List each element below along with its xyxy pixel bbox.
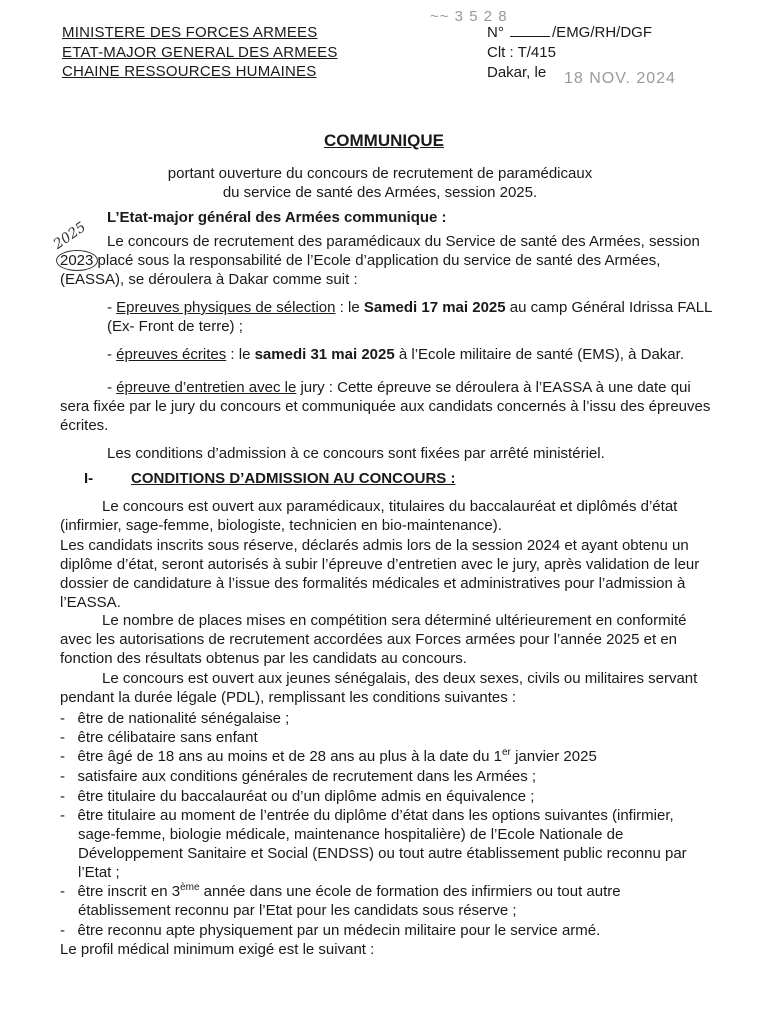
physical-tests-line-2: (Ex- Front de terre) ; [107, 318, 243, 335]
condition-text: être reconnu apte physiquement par un médecin militaire pour le service armé. [77, 922, 601, 939]
condition-text: satisfaire aux conditions générales de recrutement dans les Armées ; [77, 768, 537, 785]
condition-text: être de nationalité sénégalaise ; [77, 710, 290, 727]
condition-item [60, 748, 597, 766]
written-tests-mid: : le [226, 346, 255, 363]
dash: - [107, 346, 112, 363]
interview-line-3: écrites. [60, 417, 109, 434]
handwritten-year: 2025 [50, 219, 90, 253]
condition-sup: ème [180, 882, 200, 893]
para2-line-1: Les candidats inscrits sous réserve, déclarés admis lors de la session 2024 et ayant obtenu un [60, 537, 689, 554]
intro-line-2-text: placé sous la responsabilité de l’Ecole d’application du service de santé des Armées, [93, 252, 661, 269]
condition-text: être titulaire au moment de l’entrée du diplôme d’état dans les options suivantes (infirmier, [77, 807, 674, 824]
condition-continuation: sage-femme, biologie médicale, maintenance hospitalière) de l’Ecole Nationale de [78, 826, 624, 843]
chain-header: CHAINE RESSOURCES HUMAINES [62, 63, 317, 80]
physical-tests-mid: : le [335, 299, 364, 316]
staff-header: ETAT-MAJOR GENERAL DES ARMEES [62, 44, 338, 61]
bullet-dash: - [60, 922, 65, 939]
para2-line-2: diplôme d’état, seront autorisés à subir l’épreuve d’entretien avec le jury, après validation de leur [60, 556, 700, 573]
condition-text: être inscrit en 3 [77, 883, 181, 900]
announce-heading: L’Etat-major général des Armées communique : [107, 209, 447, 226]
condition-text: être âgé de 18 ans au moins et de 28 ans au plus à la date du 1 [77, 748, 502, 765]
stamp-number: ~~ 3 5 2 8 [430, 8, 508, 25]
condition-continuation: l’Etat ; [78, 864, 120, 881]
bullet-dash: - [60, 710, 65, 727]
intro-line-3: (EASSA), se déroulera à Dakar comme suit : [60, 271, 358, 288]
para2-line-3: dossier de candidature à l’issue des formalités médicales et administratives pour l’admission à [60, 575, 686, 592]
interview-line-2: sera fixée par le jury du concours et communiquée aux candidats concernés à l’issu des épreuves [60, 398, 711, 415]
circled-year: 2023 [60, 252, 94, 269]
para4-line-2: pendant la durée légale (PDL), remplissant les conditions suivantes : [60, 689, 517, 706]
medical-profile: Le profil médical minimum exigé est le suivant : [60, 941, 375, 958]
reference-prefix: N° [487, 24, 504, 41]
reference-suffix: /EMG/RH/DGF [552, 24, 653, 41]
para3-line-1: Le nombre de places mises en compétition sera déterminé ultérieurement en conformité [102, 612, 687, 629]
para1-line-1: Le concours est ouvert aux paramédicaux, titulaires du baccalauréat et diplômés d’état [102, 498, 678, 515]
dash: - [107, 379, 112, 396]
bullet-dash: - [60, 748, 65, 765]
condition-item [60, 768, 536, 786]
condition-item [60, 710, 289, 728]
reference-place: Dakar, le [487, 64, 547, 81]
intro-line-1: Le concours de recrutement des paramédicaux du Service de santé des Armées, session [107, 233, 700, 250]
subtitle-line-1: portant ouverture du concours de recrutement de paramédicaux [167, 165, 593, 182]
bullet-dash: - [60, 729, 65, 746]
condition-text: être célibataire sans enfant [77, 729, 258, 746]
written-tests-location: à l’Ecole militaire de santé (EMS), à Dakar. [394, 346, 684, 363]
bullet-dash: - [60, 883, 65, 900]
interview-rest: jury : Cette épreuve se déroulera à l’EASSA à une date qui [296, 379, 691, 396]
reference-blank [510, 36, 550, 37]
reference-clt: Clt : T/415 [487, 44, 556, 61]
condition-item [60, 729, 258, 747]
bullet-dash: - [60, 768, 65, 785]
para1-line-2: (infirmier, sage-femme, biologiste, technicien en bio-maintenance). [60, 517, 502, 534]
physical-tests-location: au camp Général Idrissa FALL [505, 299, 713, 316]
condition-item [60, 922, 600, 940]
stamp-date: 18 NOV. 2024 [564, 70, 676, 87]
para2-line-4: l’EASSA. [60, 594, 121, 611]
para4-line-1: Le concours est ouvert aux jeunes sénégalais, des deux sexes, civils ou militaires servant [102, 670, 698, 687]
condition-item [60, 883, 621, 901]
section-title: CONDITIONS D’ADMISSION AU CONCOURS : [131, 470, 456, 487]
written-tests [107, 346, 684, 364]
condition-text-end: année dans une école de formation des infirmiers ou tout autre [199, 883, 621, 900]
para3-line-3: fonction des résultats obtenus par les candidats au concours. [60, 650, 467, 667]
interview-label: épreuve d’entretien avec le [116, 379, 297, 396]
condition-item [60, 807, 674, 825]
condition-item [60, 788, 534, 806]
condition-text: être titulaire du baccalauréat ou d’un diplôme admis en équivalence ; [77, 788, 535, 805]
page-title: COMMUNIQUE [324, 131, 444, 150]
reference-number [487, 24, 652, 41]
ministry-header: MINISTERE DES FORCES ARMEES [62, 24, 318, 41]
bullet-dash: - [60, 788, 65, 805]
physical-tests-date: Samedi 17 mai 2025 [363, 299, 506, 316]
bullet-dash: - [60, 807, 65, 824]
condition-sup: er [502, 747, 511, 758]
dash: - [107, 299, 112, 316]
section-number: I- [84, 470, 94, 487]
physical-tests-label: Epreuves physiques de sélection [116, 299, 336, 316]
written-tests-date: samedi 31 mai 2025 [254, 346, 395, 363]
written-tests-label: épreuves écrites [116, 346, 227, 363]
subtitle-line-2: du service de santé des Armées, session 2025. [222, 184, 538, 201]
intro-line-2 [60, 252, 660, 270]
para3-line-2: avec les autorisations de recrutement accordées aux Forces armées pour l’année 2025 et en [60, 631, 678, 648]
condition-text-end: janvier 2025 [510, 748, 597, 765]
conditions-note: Les conditions d’admission à ce concours sont fixées par arrêté ministériel. [107, 445, 605, 462]
condition-continuation: Développement Sanitaire et Social (ENDSS) ou tout autre établissement public reconnu par [78, 845, 687, 862]
physical-tests [107, 299, 712, 317]
condition-continuation: établissement reconnu par l’Etat pour les candidats sous réserve ; [78, 902, 517, 919]
interview-test [107, 379, 691, 397]
